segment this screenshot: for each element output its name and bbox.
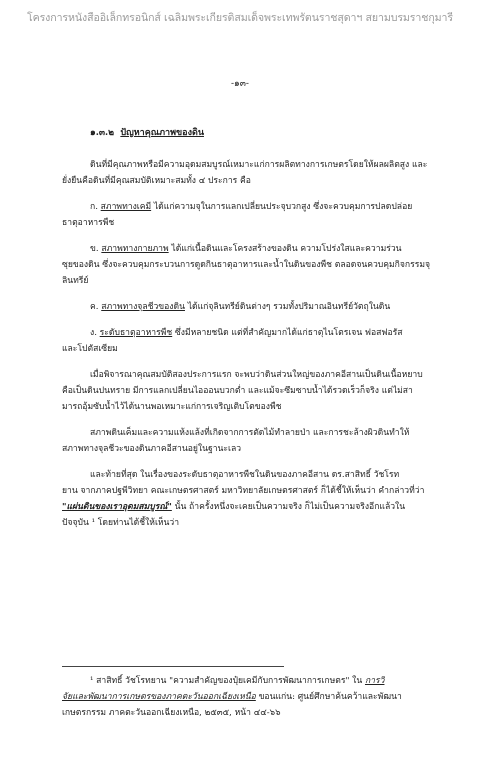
p1-line-2: ยั่งยืนคือดินที่มีคุณสมบัติเหมาะสมทั้ง ๔ ประการ คือ: [62, 176, 251, 186]
item-a-line-2: ธาตุอาหารพืช: [62, 218, 115, 228]
item-d-line-2: และโปตัสเซียม: [62, 344, 118, 354]
p4-line-2: ยาน จากภาคปฐพีวิทยา คณะเกษตรศาสตร์ มหาวิทยาลัยเกษตรศาสตร์ ก็ได้ชี้ให้เห็นว่า คำกล่าวที่ว่า: [62, 486, 425, 496]
p4-line-4: ปัจจุบัน ¹ โดยท่านได้ชี้ให้เห็นว่า: [62, 518, 180, 528]
item-b-line-2: ซุยของดิน ซึ่งจะควบคุมกระบวนการดูดกินธาตุอาหารและน้ำในดินของพืช ตลอดจนควบคุมกิจกรรมจุ: [62, 260, 431, 270]
item-c: ค. สภาพทางจุลชีวของดิน ได้แก่จุลินทรีย์ดินต่างๆ รวมทั้งปริมาณอินทรีย์วัตถุในดิน: [90, 302, 391, 312]
section-title: ปัญหาคุณภาพของดิน: [120, 128, 204, 138]
item-b-line-3: ลินทรีย์: [62, 276, 89, 286]
section-number: ๑.๓.๒: [90, 128, 115, 138]
p4-line-1: และท้ายที่สุด ในเรื่องของระดับธาตุอาหารพืชในดินของภาคอีสาน ดร.สาสิทธิ์ วัชโรท: [90, 470, 400, 480]
footnote-line-3: เกษตรกรรม ภาคตะวันออกเฉียงเหนือ, ๒๕๓๕, หน้า ๔๔-๖๖: [62, 708, 281, 718]
p2-line-1: เมื่อพิจารณาคุณสมบัติสองประการแรก จะพบว่าดินส่วนใหญ่ของภาคอีสานเป็นดินเนื้อหยาบ: [90, 370, 423, 380]
page-number: -๑๓-: [231, 79, 249, 89]
p4-line-3: "แผ่นดินของเราอุดมสมบูรณ์" นั้น ถ้าครั้งหนึ่งจะเคยเป็นความจริง ก็ไม่เป็นความจริงอีกแล้วใน: [62, 502, 406, 512]
p2-line-3: มารถอุ้มซับน้ำไว้ได้นานพอเหมาะแก่การเจริญเติบโตของพืช: [62, 402, 282, 412]
p3-line-2: สภาพทางจุลชีวะของดินภาคอีสานอยู่ในฐานะเลว: [62, 444, 242, 454]
item-b: ข. สภาพทางกายภาพ ได้แก่เนื้อดินและโครงสร้างของดิน ความโปร่งใสและความร่วน: [90, 244, 402, 254]
page-header: โครงการหนังสืออิเล็กทรอนิกส์ เฉลิมพระเกียรติสมเด็จพระเทพรัตนราชสุดาฯ สยามบรมราชกุมารี: [27, 12, 453, 24]
footnote-line-1: ¹ สาสิทธิ์ วัชโรทยาน "ความสำคัญของปุ๋ยเคมีกับการพัฒนาการเกษตร" ใน การวิ: [90, 676, 385, 686]
footnote-rule: [62, 666, 284, 667]
footnote-line-2: จัยและพัฒนาการเกษตรของภาคตะวันออกเฉียงเหนือ ขอนแก่น: ศูนย์ศึกษาค้นคว้าและพัฒนา: [62, 692, 402, 702]
quote: "แผ่นดินของเราอุดมสมบูรณ์": [62, 502, 172, 512]
section-heading: [90, 125, 204, 139]
item-a: ก. สภาพทางเคมี ได้แก่ความจุในการแลกเปลี่ยนประจุบวกสูง ซึ่งจะควบคุมการปลดปล่อย: [90, 202, 413, 212]
item-d: ง. ระดับธาตุอาหารพืช ซึ่งมีหลายชนิด แต่ที่สำคัญมากได้แก่ธาตุไนโตรเจน ฟอสฟอรัส: [90, 328, 403, 338]
p1-line-1: ดินที่มีคุณภาพหรือมีความอุดมสมบูรณ์เหมาะแก่การผลิตทางการเกษตรโดยให้ผลผลิตสูง และ: [90, 160, 428, 170]
p2-line-2: คือเป็นดินปนทราย มีการแลกเปลี่ยนไอออนบวกต่ำ และแม้จะซึมซาบน้ำได้รวดเร็วก็จริง แต่ไม่สา: [62, 386, 413, 396]
p3-line-1: สภาพดินเค็มและความแห้งแล้งที่เกิดจากการตัดไม้ทำลายป่า และการชะล้างผิวดินทำให้: [90, 428, 410, 438]
